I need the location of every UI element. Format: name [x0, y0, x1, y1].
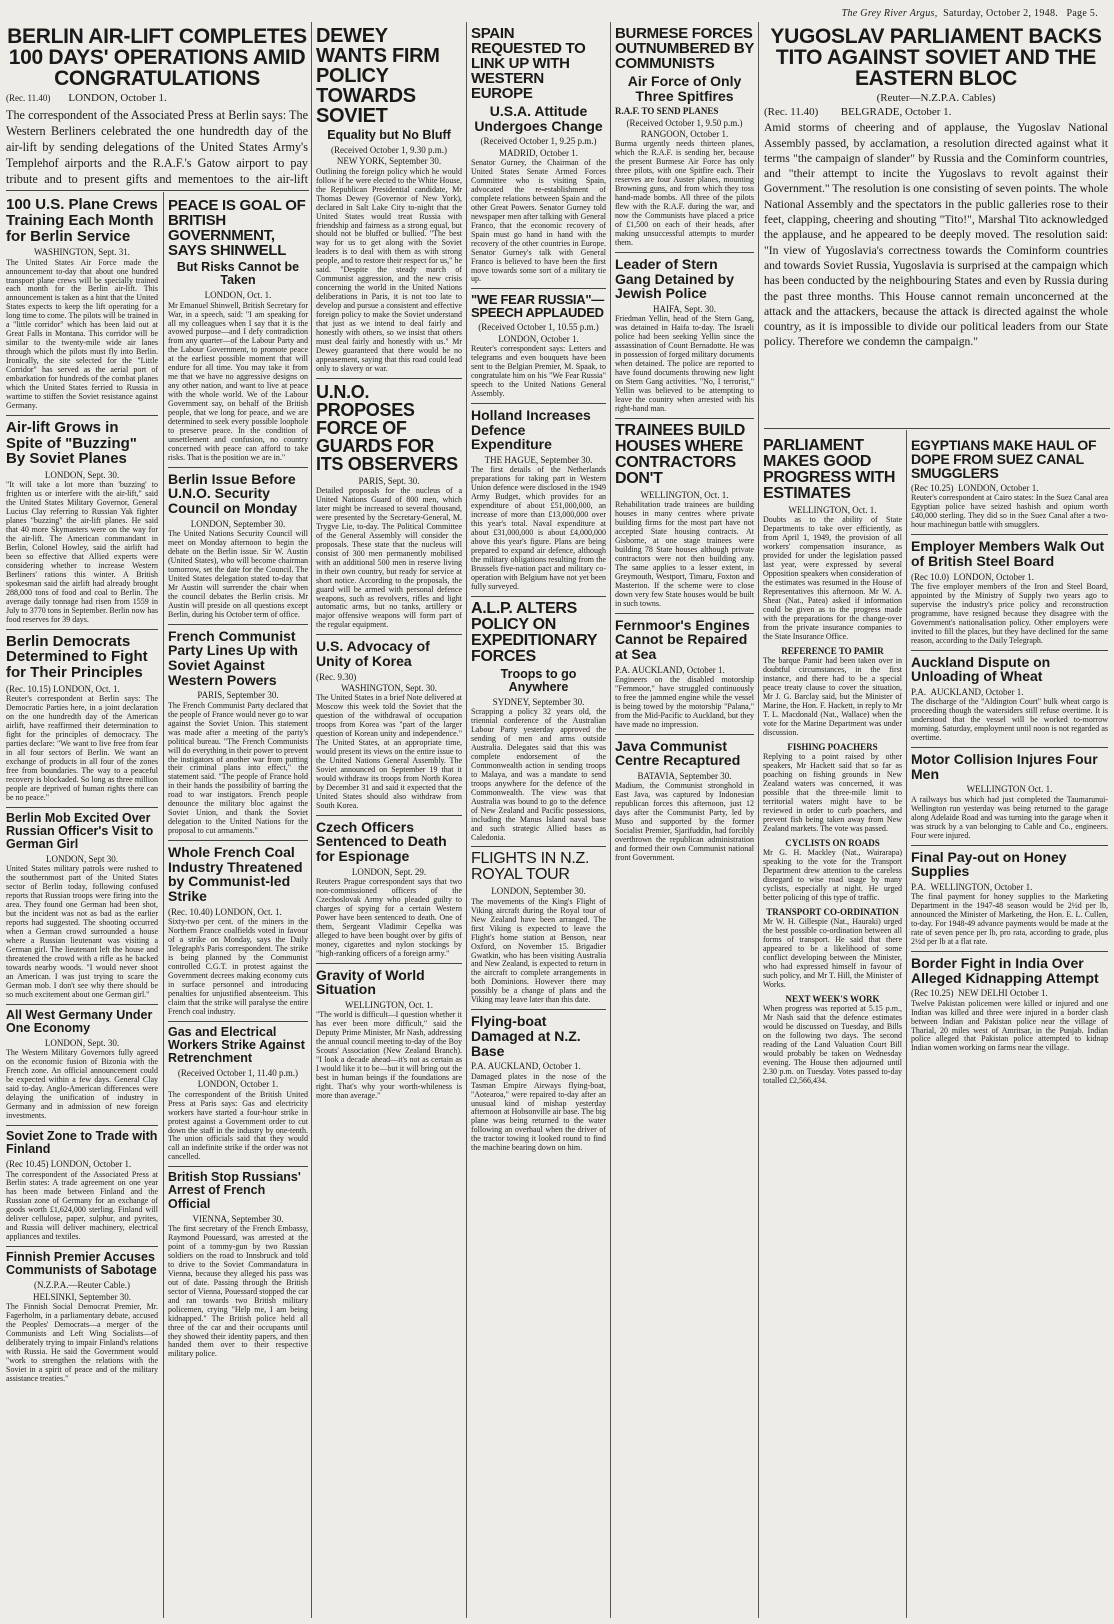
headline: Whole French Coal Industry Threatened by Communist-led Strike [168, 844, 303, 905]
dateline: LONDON, October 1. [197, 1079, 279, 1090]
section-heading: FISHING POACHERS [787, 741, 878, 752]
section-body: Mr W. H. Gillespie (Nat., Hauraki) urged the best possible co-ordination between all forms of transport. He said that there appeared to be a likelihood of some conflict developing between the Minister, who had expressed himself in favour of such policy, and Mr T. Hill, the Minister of Works. [763, 916, 902, 989]
received-time: (Received October 1, 10.55 p.m.) [478, 322, 599, 333]
divider [911, 845, 1108, 846]
column-rule [610, 22, 611, 1618]
article-body: The United States Air Force made the announcement to-day that about one hundred transport plane crews will be specially trained each month for the Berlin air-lift. This announcement is taken as a hint that the United States expects to keep the lift operating for a long time to come. The pilots will be trained in a "little corridor" which has been laid out at Great Falls in Montana. This corridor will be similar to the twenty-mile wide air lanes through which the pilots must fly into Berlin. Ironically, the site selected for the "Little Corridor" has served as the aerial port of embarkation for hundreds of the combat planes which the United States ferried to Russia in wartime to stiffen the Soviet resistance against Germany. [6, 257, 158, 410]
dateline: LONDON, Oct. 1. [204, 290, 272, 301]
divider [615, 418, 754, 419]
section-heading: TRANSPORT CO-ORDINATION [766, 906, 899, 917]
article-body: Reuter's correspondent at Berlin says: The Democratic Parties here, in a joint declaration on the one hundredth day of the American airlift, have reaffirmed their determination to fight for the principles of democracy. The parties declare: "We want to live free from fear in all four sectors of Berlin. We want an exchange of products in all four of the zones free from boundaries. The way to a peaceful recovery is blockaded. So long as three million people are deprived of human rights there can be no peace." [6, 694, 158, 802]
article-body: Sixty-two per cent. of the miners in the Northern France coalfields voted in favour of a strike on Monday, says the Daily Telegraph's Paris correspondent. The strike is being planned by the Communist controlled C.G.T. in protest against the Government decrees making economy cuts in surface personnel and introducing penalties for unjustified absenteeism. This claim that the strike will paralyse the entire French coal industry. [168, 917, 308, 1016]
article-body: Senator Gurney, the Chairman of the United States Senate Armed Forces Committee who is visiting Spain, advocated the re-establishment of complete relations between Spain and the other Great Powers. Senator Gurney told newspaper men after talking with General Franco, that the economic recovery of Spain must go hand in hand with the recovery of the other countries in Europe. Senator Gurney's talk with General Franco is believed to have been the first move towards some sort of a military tie up. [471, 158, 606, 284]
article-fear [471, 293, 606, 398]
received-time: (Rec 10.25) [911, 988, 954, 999]
divider [316, 634, 462, 635]
article-employer [911, 539, 1108, 645]
article-body: "The world is difficult—I question whether it has ever been more difficult," said the Deputy Prime Minister, Mr Nash, addressing the annual council meeting to-day of the Boy Scouts' Association (New Zealand Branch). "I look a decade ahead—it's not as certain as I would like it to be—but it will bring out the best in human beings if the foundations are right. That's why your worth-whileness is more than average." [316, 1010, 462, 1101]
headline: Holland Increases Defence Expenditure [471, 406, 591, 453]
divider [6, 415, 158, 416]
article-west-germany [6, 1009, 158, 1121]
dateline: LONDON, Sept. 29. [351, 866, 427, 877]
article-shinwell [168, 198, 308, 463]
article-body: The Finnish Social Democrat Premier, Mr. Fagerholm, in a parliamentary debate, accused the Peoples' Democrats—a merger of the Communists and Left Wing Socialists—of deliberately trying to impair Finland's relations with Russia. He said the Government would "work to strengthen the relations with the Soviet in a spirit of peace and of the military assistance treaties." [6, 1302, 158, 1383]
article-honey [911, 850, 1108, 947]
headline: SPAIN REQUESTED TO LINK UP WITH WESTERN EUROPE [471, 25, 586, 102]
headline: Finnish Premier Accuses Communists of Sabotage [6, 1250, 157, 1278]
subheadline: Troops to go Anywhere [500, 666, 577, 694]
divider [471, 403, 606, 404]
article-dewey [316, 26, 462, 374]
divider [168, 1021, 308, 1022]
headline: Gas and Electrical Workers Strike Against Retrenchment [168, 1024, 305, 1065]
dateline: PARIS, Sept. 30. [358, 475, 420, 486]
headline: Gravity of World Situation [316, 966, 425, 998]
dateline: LONDON, Sept. 30. [44, 470, 120, 481]
page-number: Page 5. [1066, 8, 1098, 19]
article-body: Reuter's correspondent at Cairo states: In the Suez Canal area Egyptian police have seized hashish and opium worth £40,000 sterling. They did so in the Suez Canal after a two-hour machinegun battle with smugglers. [911, 493, 1108, 530]
article-yugoslav [764, 22, 1108, 426]
divider [471, 846, 606, 847]
divider [471, 288, 606, 289]
dateline: BELGRADE, October 1. [840, 105, 952, 118]
article-body: The final payment for honey supplies to the Marketing Department in the 1947-48 season would be 2½d per lb, announced the Minister of Marketing, the Hon. E. L. Cullen, to-day. For 1948-49 advance payments would be made at the rate of seven pence per lb, pro rata, according to grade, plus 2½d per lb at a flat rate. [911, 892, 1108, 946]
article-parliament [763, 438, 902, 642]
dateline-row [6, 92, 308, 105]
dateline: LONDON, September 30. [491, 886, 586, 897]
divider [316, 378, 462, 379]
subheadline: Air Force of Only Three Spitfires [627, 73, 742, 104]
dateline-row [6, 1159, 158, 1169]
article-burmese [615, 26, 754, 248]
dateline: RANGOON, October 1. [640, 129, 729, 140]
received-time: (Rec 10.25) [911, 483, 954, 493]
dateline: WELLINGTON, Oct. 1. [788, 505, 877, 515]
divider [615, 734, 754, 735]
received-time: (Received October 1, 9.50 p.m.) [626, 117, 743, 128]
section-rule [6, 190, 309, 191]
received-time: P.A. [615, 664, 631, 675]
dateline: LONDON, October 1. [953, 571, 1034, 582]
received-time: P.A. [471, 1061, 487, 1072]
received-time: (N.Z.P.A.—Reuter Cable.) [34, 1280, 130, 1291]
dateline: WELLINGTON Oct. 1. [966, 784, 1053, 795]
article-plane-crews [6, 197, 158, 411]
received-time: P.A. [911, 686, 927, 697]
headline: British Stop Russians' Arrest of French Official [168, 1170, 301, 1211]
headline: Java Communist Centre Recaptured [615, 737, 741, 769]
dateline: LONDON, Oct. 1. [215, 906, 282, 917]
subheadline: But Risks Cannot be Taken [176, 260, 300, 288]
headline: PARLIAMENT MAKES GOOD PROGRESS WITH ESTIMATES [763, 437, 896, 502]
headline: EGYPTIANS MAKE HAUL OF DOPE FROM SUEZ CANAL SMUGGLERS [911, 437, 1097, 481]
dateline: HELSINKI, September 30. [33, 1291, 131, 1302]
headline: U.S. Advocacy of Unity of Korea [316, 638, 430, 670]
dateline-row [911, 572, 1108, 582]
article-gas [168, 1026, 308, 1163]
dateline: AUCKLAND, October 1. [930, 686, 1024, 697]
dateline-row [764, 106, 1108, 119]
received-time: P.A. [911, 881, 927, 892]
headline: Berlin Issue Before U.N.O. Security Council on Monday [168, 470, 298, 517]
received-time: (Received October 1, 9.30 p.m.) [331, 145, 447, 156]
column-3 [316, 22, 462, 1618]
section-body: When progress was reported at 5.15 p.m., Mr Nash said that the defence estimates would be discussed on Tuesday, and Bills on the following two days. The second reading of the Land Valuation Court Bill would probably be taken on Wednesday evening. The House then adjourned until 2.30 p.m. on Tuesday. Votes passed to-day totalled £2,566,434. [763, 1003, 902, 1085]
article-body: Rehabilitation trade trainees are building houses in many centres where private building firms for the most part have not accepted State housing contracts. At Gisborne, at one stage trainees were building 78 State houses although private contractors were not then building any. The same applies to a lesser extent, in Greymouth, Westport, Timaru, Foxton and Masterton. If the scheme were to close down very few State houses would be built in such towns. [615, 500, 754, 608]
column-rule [466, 22, 467, 1618]
dateline-row [168, 907, 308, 917]
column-rule [906, 430, 907, 1618]
dateline-row [911, 687, 1108, 697]
divider [615, 252, 754, 253]
headline: Flying-boat Damaged at N.Z. Base [471, 1013, 581, 1059]
headline: Fernmoor's Engines Cannot be Repaired at Sea [615, 616, 750, 662]
column-1 [6, 194, 158, 1618]
divider [168, 624, 308, 625]
section-pamir [763, 646, 902, 738]
divider [168, 840, 308, 841]
article-korea [316, 639, 462, 810]
section-cyclists [763, 838, 902, 903]
column-rule [758, 22, 759, 430]
headline: YUGOSLAV PARLIAMENT BACKS TITO AGAINST SOVIET AND THE EASTERN BLOC [770, 25, 1102, 90]
dateline: WELLINGTON, October 1. [930, 881, 1033, 892]
section-poachers [763, 742, 902, 834]
article-lead: The correspondent of the Associated Press at Berlin says: The Western Berliners celebrated the one hundredth day of the air-lift by sending delegations of the United States Army's Templehof airports and the R.A.F.'s Gatow airport to pay tribute and to present gifts and mementoes to the air-lift [6, 107, 308, 187]
article-alp [471, 601, 606, 843]
received-time: (Rec. 11.40) [6, 93, 51, 103]
article-body: The United Nations Security Council will meet on Monday afternoon to begin the debate on the Berlin issue. Sir W. Austin (United States), who will become chairman tomorrow, set the date for the Council. The United States delegation stated to-day that Mr Austin will surrender the chair when the council debates the Berlin crisis. Mr Austin will preside on all questions except Berlin, during his October term of office. [168, 529, 308, 619]
headline: Soviet Zone to Trade with Finland [6, 1128, 158, 1157]
article-body: The Western Military Governors fully agreed on the economic fusion of Bizonia with the French zone. An official announcement could be expected within a few days. General Clay said to-day. Anglo-American differences were delaying the unification of industry in Germany and in admission of new foreign investments. [6, 1048, 158, 1120]
article-gravity [316, 968, 462, 1101]
article-body: Twelve Pakistan policemen were killed or injured and one Indian was killed and three were injured in a border clash between Indian and Pakistan police near the village of Tharial, 20 miles west of Amritsar, in the Punjab. Indian police alleged that Pakistan police attempted to kidnap Indian women working on farms near the village. [911, 998, 1108, 1053]
article-holland [471, 408, 606, 592]
headline: French Communist Party Lines Up with Soviet Against Western Powers [168, 627, 298, 688]
dateline: LONDON, October 1. [958, 483, 1039, 493]
dateline: WELLINGTON, Oct. 1. [344, 1000, 434, 1011]
article-body: Doubts as to the ability of State Departments to take over efficiently, as from April 1, 1949, the provision of all workers' compensation insurance, as provided for under the legislation passed last year, were expressed by several Opposition speakers when consideration of the estimates was resumed in the House of Representatives this afternoon. Mr W. A. Sheat (Nat., Patea) asked if information could be given as to the progress made with the preparations for the change-over from the private insurance companies to the State Insurance Office. [763, 515, 902, 641]
kicker: R.A.F. TO SEND PLANES [615, 106, 719, 117]
headline: Employer Members Walk Out of British Steel Board [911, 538, 1105, 569]
divider [6, 1246, 158, 1247]
article-body: The movements of the King's Flight of Viking aircraft during the Royal tour of New Zealand have been arranged. The first Viking is expected to leave the Flight's home station at Benson, near Oxford, on November 15. Brigadier Gwatkin, who has been visiting Australia and New Zealand, is expected to return in the aircraft to complete arrangements in both Dominions. However there may possibly be a change of plans and the Viking may leave later than this date. [471, 896, 606, 1005]
received-time: (Received October 1, 11.40 p.m.) [177, 1068, 299, 1079]
article-motor [911, 752, 1108, 840]
dateline: NEW YORK, September 30. [336, 156, 442, 167]
divider [471, 1009, 606, 1010]
dateline: WELLINGTON, Oct. 1. [640, 489, 729, 500]
dateline-row [911, 882, 1108, 892]
article-british-stop [168, 1171, 308, 1359]
header-line [842, 8, 1098, 19]
article-body: A railways bus which had just completed the Taumarunui-Wellington run yesterday was being returned to the garage along Adelaide Road and was turning into the garage when it was struck by a van belonging to Cable and Co., engineers. Four were injured. [911, 794, 1108, 840]
section-heading: REFERENCE TO PAMIR [781, 645, 884, 656]
headline: Berlin Mob Excited Over Russian Officer's Visit to German Girl [6, 810, 154, 851]
headline: Leader of Stern Gang Detained by Jewish Police [615, 255, 735, 302]
article-body: Reuter's correspondent says: Letters and telegrams and even bouquets have been sent to the Belgian Premier, M. Spaak, to congratulate him on his "We Fear Russia" speech to the United Nations General Assembly. [471, 344, 606, 398]
article-uno-proposes [316, 383, 462, 631]
article-mob [6, 812, 158, 1000]
column-7 [763, 434, 902, 1618]
dateline-row [911, 988, 1108, 998]
dateline: LONDON, October 1. [50, 1159, 132, 1170]
dateline: HAIFA, Sept. 30. [652, 303, 717, 314]
article-lead: Amid storms of cheering and of applause, the Yugoslav National Assembly passed, by acclamation, a resolution directed against what it terms "the campaign of slander" by Russia and the Cominform countries, and "their attempt to incite the Yugoslavs to revolt against their Government." The resolution is one consisting of seven points. The whole National Assembly and the spectators in the public galleries rose to their feet, clapping, cheering and shouting "Tito!", Marshal Tito acknowledged the applause, and he appeared to be deeply moved. The resolution said: "In view of Yugoslavia's correctness towards the Cominform countries and towards Soviet Russia, Yugoslavia is surprised at the campaign which has been conducted by the neighbouring States and even by Russia during the past three months. This House cannot remain unconcerned at the attack and the attackers, because the attack is directed against the whole country, as it is impossible to divide our political leaders from our State policy. Therefore we condemn the campaign." [764, 121, 1108, 349]
article-body: Scrapping a policy 32 years old, the triennial conference of the Australian Labour Party yesterday approved the sending of men and arms outside Australia. Delegates said that this was complete endorsement of the Commonwealth action in sending troops to Malaya, and was a mandate to send troops anywhere for the defence of the Commonwealth. The view was that Australia was bound to go to the defence of New Zealand and Pacific possessions, including the Manus Island naval base and such strategic Allied bases as Caledonia. [471, 707, 606, 842]
received-time: (Rec. 9.30) [316, 671, 357, 682]
headline: Auckland Dispute on Unloading of Wheat [911, 653, 1051, 685]
headline: FLIGHTS IN N.Z. ROYAL TOUR [471, 850, 590, 884]
dateline: THE HAGUE, September 30. [484, 454, 593, 465]
headline: Motor Collision Injures Four Men [911, 751, 1098, 782]
received-time: (Rec. 11.40) [764, 105, 819, 118]
headline: BURMESE FORCES OUTNUMBERED BY COMMUNISTS [615, 25, 754, 72]
dateline-row [471, 1061, 606, 1071]
article-flights [471, 851, 606, 1005]
subheadline: U.S.A. Attitude Undergoes Change [474, 103, 603, 134]
headline: DEWEY WANTS FIRM POLICY TOWARDS SOVIET [316, 25, 440, 127]
article-wheat [911, 655, 1108, 743]
article-spain [471, 26, 606, 284]
dateline: MADRID, October 1. [499, 147, 578, 158]
article-body: Detailed proposals for the nucleus of a United Nations Guard of 800 men, which later might be increased to several thousand, were presented by the Secretary-General, M. Trygve Lie, to-day. The Political Committee of the General Assembly will consider the proposals. These state that the nucleus will consist of 300 men permanently mobilised with an additional 500 men in reserve living in their own country, but ready for service at short notice. According to the proposals, the guard will be armed with personal defence weapons, such as revolvers, rifles and light automatic arms, but no tanks, artillery or major offensive weapons will form part of the regular equipment. [316, 486, 462, 630]
article-democrats [6, 634, 158, 803]
headline: All West Germany Under One Economy [6, 1007, 153, 1035]
received-time: (Rec. 10.40) [168, 906, 213, 917]
dateline: AUCKLAND, October 1. [487, 1061, 581, 1072]
headline: 100 U.S. Plane Crews Training Each Month for Berlin Service [6, 196, 158, 245]
headline: Border Fight in India Over Alleged Kidnapping Attempt [911, 954, 1099, 986]
article-body: The discharge of the "Aldington Court" bulk wheat cargo is proceeding though the watersiders still refuse overtime. It is understood that the vessel will be worked to-morrow morning. Saturday, employment until noon is not regarded as overtime. [911, 697, 1108, 743]
divider [6, 807, 158, 808]
dateline: NEW DELHI October 1. [958, 988, 1048, 999]
divider [471, 596, 606, 597]
article-body: The United States in a brief Note delivered at Moscow this week told the Soviet that the question of the withdrawal of occupation troops from Korea was "part of the larger question of Korean unity and independence." The United States, at an appropriate time, would present its views on the entire issue to the United Nations General Assembly. The Soviet announced on September 19 that it would withdraw its troops from North Korea by December 31 and said it expected that the United States should also withdraw from South Korea. [316, 693, 462, 810]
column-8 [911, 434, 1108, 1618]
received-time: (Rec 10.45) [6, 1159, 49, 1170]
received-time: (Rec 10.0) [911, 571, 949, 582]
dateline: PARIS, September 30. [197, 690, 279, 701]
headline: BERLIN AIR-LIFT COMPLETES 100 DAYS' OPERATIONS AMID CONGRATULATIONS [7, 25, 307, 90]
article-finnish [6, 1251, 158, 1384]
dateline-row [911, 483, 1108, 493]
section-heading: CYCLISTS ON ROADS [785, 837, 880, 848]
divider [316, 963, 462, 964]
received-time: (Rec. 10.15) [6, 683, 51, 694]
article-body: The five employer members of the Iron and Steel Board, appointed by the Ministry of Supply two years ago to supervise the industry's price policy and reconstruction programme, have resigned because they disagree with the Government's nationalisation policy. Other employers were invited to fill the places, but they have declined for the same reason, according to the Daily Telegraph. [911, 581, 1108, 645]
article-body: Burma urgently needs thirteen planes, which the R.A.F. is sending her, because the present Burmese Air Force has only three pilots, with one Spitfire each. Their reserves are four Auster planes, mounting Browning guns, and from which they toss hand-made bombs. All three of the pilots flew with the R.A.F. during the war, and now the Communists have placed a price of £1,500 on each of their heads, after making unsuccessful attempts to murder them. [615, 139, 754, 247]
article-body: The correspondent of the British United Press at Paris says: Gas and electricity workers have started a four-hour strike in protest against a Government order to cut down the staff in the industry by one-tenth. The union officials said that they would call an indefinite strike if the order was not cancelled. [168, 1089, 308, 1162]
section-rule [764, 428, 1110, 429]
article-body: The correspondent of the Associated Press at Berlin states: A trade agreement on one year has been made between Finland and the Russian zone of Germany for an exchange of goods worth £1,624,000 sterling. Finland will deliver cellulose, paper, sulphur, and pyrites, and Russia will deliver machinery, electrical appliances and textiles. [6, 1169, 158, 1242]
article-java [615, 739, 754, 863]
headline: "WE FEAR RUSSIA"—SPEECH APPLAUDED [471, 292, 604, 321]
column-rule [758, 430, 759, 1618]
article-egyptians [911, 438, 1108, 530]
dateline-row [615, 665, 754, 675]
section-body: Replying to a point raised by other speakers, Mr Hackett said that so far as poaching on fishing grounds in New Zealand waters was concerned, it was possible that the three-mile limit to territorial waters might have to be reviewed in order to curb poachers, and prevent fish being taken away from New Zealand markets. The vote was passed. [763, 751, 902, 833]
article-body: The French Communist Party declared that the people of France would never go to war against the Soviet Union. This statement was made after a meeting of the party's political bureau. "The French Communists will do everything in their power to prevent the instigators of another war from putting their criminal plans into effect," the statement said. "The people of France hold in their hands the possibility of barring the road to war instigators. French people denounce the military bloc against the Soviet Union, and thank the Soviet delegation to the United Nations for the proposal to cut armaments." [168, 700, 308, 836]
article-soviet-finland [6, 1130, 158, 1242]
article-berlin-airlift [6, 22, 308, 190]
article-uno-council [168, 472, 308, 620]
dateline: BATAVIA, September 30. [637, 771, 732, 782]
article-body: Engineers on the disabled motorship "Fernmoor," have struggled continuously to free the jammed engine while the vessel is being towed by the motorship "Palana," from the Mid-Pacific to Auckland, but they have made no impression. [615, 674, 754, 729]
divider [6, 1125, 158, 1126]
article-body: Damaged plates in the nose of the Tasman Empire Airways flying-boat, "Aotearoa," were repaired to-day after an unusual kind of mishap yesterday afternoon at Hobsonville air base. The big plane was being returned to the water following an overhaul when the driver of the tractor towing it looked round to find the machine bearing down on him. [471, 1071, 606, 1153]
article-flying-boat [471, 1014, 606, 1153]
headline: Berlin Democrats Determined to Fight for Their Principles [6, 632, 148, 682]
article-body: The first details of the Netherlands preparations for taking part in Western Union defence were disclosed in the 1949 Army Budget, which provides for an expenditure of about £51,000,000, an increase of more than £13,000,000 over this year's total. Naval expenditure at about £31,000,000 is about £4,000,000 above this year's figure. Plans are being prepared to expand air defence, although the military obligations resulting from the Brussels five-nation pact and military co-operation with Belgium have not yet been fully surveyed. [471, 465, 606, 591]
article-fernmoor [615, 618, 754, 730]
article-french-communist [168, 629, 308, 836]
column-rule [163, 192, 164, 1618]
article-buzzing [6, 420, 158, 625]
cable-source: (Reuter—N.Z.P.A. Cables) [876, 92, 996, 104]
column-4 [471, 22, 606, 1618]
dateline: LONDON, Sept 30. [46, 854, 118, 865]
headline: PEACE IS GOAL OF BRITISH GOVERNMENT, SAYS SHINWELL [168, 197, 306, 259]
headline: U.N.O. PROPOSES FORCE OF GUARDS FOR ITS OBSERVERS [316, 381, 458, 474]
divider [168, 1166, 308, 1167]
article-body: The first secretary of the French Embassy, Raymond Pouessard, was arrested at the point of a tommy-gun by two Russian soldiers on the road to Innsbruck and told to drive to the Soviet Commandatura in Vienna, because they alleged his pass was out of date. Passing through the British sector of Vienna, Pouessard stopped the car and ran towards two British military policemen, crying "Help me, I am being kidnapped." The British police held all three of the car and their occupants until they showed their identity papers, and then handed them over to their respective military police. [168, 1224, 308, 1359]
column-rule [311, 22, 312, 1618]
divider [911, 650, 1108, 651]
headline: TRAINEES BUILD HOUSES WHERE CONTRACTORS DON'T [615, 421, 746, 487]
paper-name: The Grey River Argus, [841, 8, 938, 19]
received-time: (Received October 1, 9.25 p.m.) [480, 136, 597, 147]
article-body: Outlining the foreign policy which he would follow if he were elected to the White House, the Republican Presidential candidate, Mr Thomas Dewey (Governor of New York), declared in Salt Lake City to-night that the United States would treat Russia with friendship and fairness as a strong equal, but should not be bluffed or bullied. "The best way for us to get along with the Soviet leaders is to deal with them as with strong people, and to restore their respect for us," he said. "Despite the steady march of Communist aggression, and the new crisis concerning the world in the United Nations deliberations in Paris, it is not too late to develop and pursue a consistent and effective foreign policy to make the Soviet understand that just as we intend to deal fairly and honestly with others, so we insist that others must deal fairly and honestly with us." Mr Dewey guaranteed that there would be no appeasement, saying that this road could lead only to slavery or war. [316, 166, 462, 373]
article-body: United States military patrols were rushed to the southernmost part of the United States sector of Berlin today, following confused reports that Russian troops were firing into the area. They found one German had been shot, but the incident was not as bad as the earlier reports had suggested. The shooting occurred when a German crowd surrounded a house where a Russian lieutenant was visiting a German girl. The lieutenant left the house and threatened the crowd with a rifle as he backed towards nearby woods. "I would never shoot an American. I was just trying to scare the German mob. I don't see why there should be so much excitement about one German girl." [6, 864, 158, 999]
section-body: The barque Pamir had been taken over in doubtful circumstances, in the first instance, and there had to be a special peace treaty clause to cover the situation, Mr J. G. Barclay said, but the Minister of Marine, the Hon. F. Hackett, in reply to Mr T. L. Macdonald (Nat., Wallace) when the vote for the Marine Department was under discussion. [763, 656, 902, 737]
subheadline: Equality but No Bluff [327, 128, 451, 142]
dateline-row [6, 684, 158, 694]
article-czech [316, 820, 462, 959]
article-stern [615, 257, 754, 414]
section-next-week [763, 994, 902, 1086]
divider [911, 951, 1108, 952]
article-body: "It will take a lot more than 'buzzing' to frighten us or interfere with the air-lift," said the United States Military Governor, General Lucius Clay referring to Russian Yak fighter planes "buzzing" the air-lift planes. He said that 40 more Skymasters were on the way for the air-lift. The American commandant in Berlin, Colonel Howley, said the airlift had been so effective that Allied experts were considering whether to increase Western Berliners' rations this winter. A British spokesman said the airlift had already brought 288,000 tons of food and coal to Berlin. The average daily tonnage had risen from 1559 in July to 3770 tons in September. Berlin now has food reserves for 39 days. [6, 480, 158, 624]
divider [911, 747, 1108, 748]
headline: Final Pay-out on Honey Supplies [911, 848, 1067, 880]
headline: Czech Officers Sentenced to Death for Espionage [316, 818, 447, 865]
divider [615, 613, 754, 614]
section-body: Mr G. H. Mackley (Nat., Wairarapa) speaking to the vote for the Transport Department drew attention to the careless disregard to wise road usage by many cyclists, especially at night. He urged better policing of this type of traffic. [763, 847, 902, 902]
column-5 [615, 22, 754, 1618]
article-body: Friedman Yellin, head of the Stern Gang, was detained in Haifa to-day. The Israeli police had been seeking Yellin since the assassination of Count Bernadotte. He was in possession of forged military documents when detained. The police are reported to have found documents throwing new light on Stern Gang activities. "No, I terrorist," Yellin was believed to be attempting to leave the country when arrested with his right-hand man. [615, 314, 754, 413]
article-trainees [615, 423, 754, 609]
article-body: Mr Emanuel Shinwell, British Secretary for War, in a speech, said: "I am speaking for all my colleagues when I say that it is the avowed purpose—and I defy contradiction from any quarter—of the Labour Party and the Labour Government, to promote peace at the earliest possible moment that will endure for all time. You may take it from me that we have no aggressive designs on any other nation, and want to live at peace with the whole world. We of the Labour Government say, on behalf of the British people, that we long for peace, and we are determined to seek every possible loophole to preserve peace. In the condition of unsettlement and confusion, no country concerned with peace can afford to take risks. That is the position we are in." [168, 300, 308, 462]
divider [911, 534, 1108, 535]
divider [6, 629, 158, 630]
article-coal [168, 845, 308, 1017]
dateline: AUCKLAND, October 1. [631, 664, 725, 675]
issue-date: Saturday, October 2, 1948. [943, 8, 1059, 19]
column-2 [168, 194, 308, 1618]
headline: A.L.P. ALTERS POLICY ON EXPEDITIONARY FORCES [471, 599, 597, 665]
article-border [911, 956, 1108, 1053]
dateline: LONDON, October 1. [498, 333, 579, 344]
dateline: SYDNEY, September 30. [492, 696, 585, 707]
article-body: Madium, the Communist stronghold in East Java, was captured by Indonesian republican forces this afternoon, just 12 days after the Communist Party, led by Muso and supported by the former Socialist Premier, Sjarifuddin, had forcibly overthrown the republican administration and formed their own Communist national front Government. [615, 781, 754, 862]
section-transport [763, 907, 902, 990]
dateline: WASHINGTON, Sept. 31. [33, 247, 131, 258]
dateline: WASHINGTON, Sept. 30. [340, 683, 438, 694]
dateline: LONDON, September 30. [190, 518, 286, 529]
divider [6, 1004, 158, 1005]
dateline: LONDON, Sept. 30. [44, 1037, 120, 1048]
divider [168, 467, 308, 468]
section-heading: NEXT WEEK'S WORK [785, 993, 880, 1004]
dateline: LONDON, Oct. 1. [53, 683, 120, 694]
article-body: Reuters Prague correspondent says that two non-commissioned officers of the Czechoslovak Army who pleaded guilty to charges of spying for a certain Western Power have been sentenced to death. One of them, Sergeant Vladimir Cepelka was alleged to have been bought over by gifts of money, cigarettes and nylon stockings by "high-ranking officers of a foreign army." [316, 877, 462, 958]
dateline: VIENNA, September 30. [192, 1213, 284, 1224]
dateline: LONDON, October 1. [68, 92, 167, 104]
headline: Air-lift Grows in Spite of "Buzzing" By Soviet Planes [6, 418, 137, 468]
divider [316, 815, 462, 816]
